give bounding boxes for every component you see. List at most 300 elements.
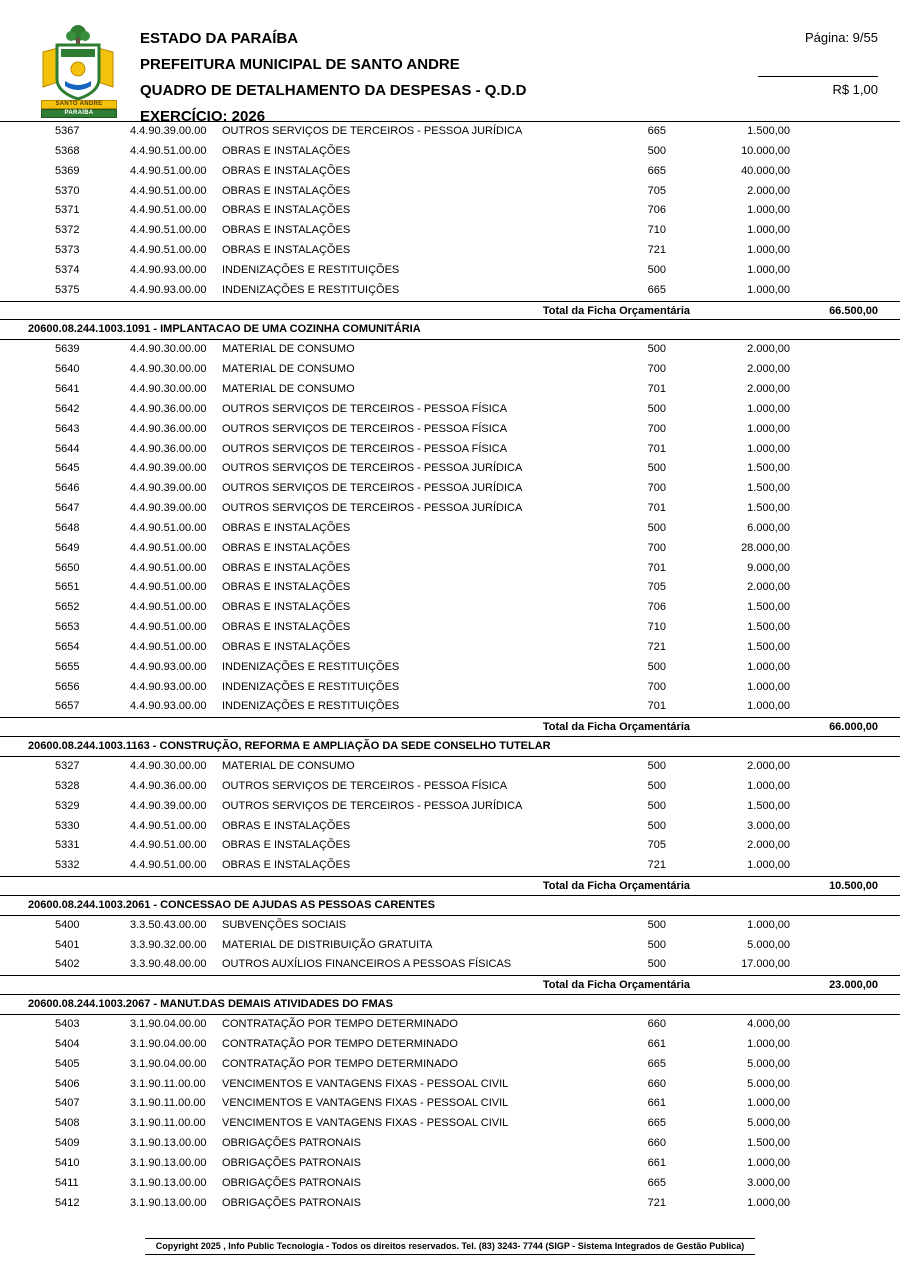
row-expense-classification: 3.1.90.13.00.00 (130, 1176, 207, 1189)
table-row (0, 1194, 900, 1214)
row-resource-source: 706 (647, 204, 666, 217)
row-expense-classification: 4.4.90.39.00.00 (130, 482, 207, 495)
row-value: 1.000,00 (747, 263, 790, 276)
row-value: 3.000,00 (747, 1176, 790, 1189)
row-value: 28.000,00 (741, 541, 790, 554)
row-total-spacer (790, 1055, 878, 1075)
row-ficha-code: 5373 (55, 244, 80, 257)
row-ficha-code: 5370 (55, 184, 80, 197)
row-ficha-code: 5327 (55, 760, 80, 772)
row-value: 1.000,00 (747, 1097, 790, 1110)
row-ficha-code: 5648 (55, 521, 80, 534)
row-expense-description: OUTROS SERVIÇOS DE TERCEIROS - PESSOA JURÍDICA (222, 502, 523, 515)
row-expense-description: OUTROS SERVIÇOS DE TERCEIROS - PESSOA JURÍDICA (222, 462, 523, 475)
row-total-spacer (790, 658, 878, 678)
row-expense-classification: 4.4.90.93.00.00 (130, 700, 207, 713)
row-value: 1.000,00 (747, 1196, 790, 1209)
row-resource-source: 500 (647, 918, 666, 931)
row-expense-description: OUTROS SERVIÇOS DE TERCEIROS - PESSOA FÍSICA (222, 402, 508, 415)
row-value: 1.500,00 (747, 799, 790, 812)
row-total-spacer (790, 916, 878, 936)
row-expense-classification: 4.4.90.51.00.00 (130, 164, 207, 177)
row-resource-source: 660 (647, 1137, 666, 1150)
table-row (0, 539, 900, 559)
row-resource-source: 710 (647, 224, 666, 237)
row-ficha-code: 5411 (55, 1176, 79, 1189)
row-ficha-code: 5649 (55, 541, 80, 554)
row-expense-classification: 4.4.90.51.00.00 (130, 601, 207, 614)
municipality-coat-of-arms-icon (38, 24, 120, 120)
section-total-value: 66.000,00 (829, 721, 878, 734)
section-heading: 20600.08.244.1003.2067 - MANUT.DAS DEMAIS ATIVIDADES DO FMAS (0, 995, 900, 1015)
row-value: 1.000,00 (747, 402, 790, 415)
row-resource-source: 500 (647, 958, 666, 971)
row-expense-description: MATERIAL DE CONSUMO (222, 760, 355, 772)
row-expense-classification: 4.4.90.36.00.00 (130, 779, 207, 792)
row-expense-description: OBRAS E INSTALAÇÕES (222, 224, 351, 237)
row-expense-description: OBRIGAÇÕES PATRONAIS (222, 1176, 361, 1189)
row-resource-source: 701 (647, 442, 666, 455)
row-ficha-code: 5647 (55, 502, 80, 515)
row-resource-source: 665 (647, 1057, 666, 1070)
row-expense-description: OBRAS E INSTALAÇÕES (222, 541, 351, 554)
row-resource-source: 665 (647, 164, 666, 177)
row-ficha-code: 5651 (55, 581, 80, 594)
table-row (0, 499, 900, 519)
row-ficha-code: 5644 (55, 442, 80, 455)
row-value: 1.000,00 (747, 859, 790, 872)
row-value: 1.000,00 (747, 204, 790, 217)
row-expense-description: VENCIMENTOS E VANTAGENS FIXAS - PESSOAL CIVIL (222, 1097, 509, 1110)
municipality-name: PREFEITURA MUNICIPAL DE SANTO ANDRE (140, 56, 460, 73)
row-value: 5.000,00 (747, 1077, 790, 1090)
row-total-spacer (790, 539, 878, 559)
row-expense-description: MATERIAL DE DISTRIBUIÇÃO GRATUITA (222, 938, 433, 951)
table-row (0, 955, 900, 975)
row-expense-classification: 3.3.90.32.00.00 (130, 938, 207, 951)
row-expense-classification: 4.4.90.51.00.00 (130, 244, 207, 257)
row-total-spacer (790, 777, 878, 797)
row-resource-source: 661 (647, 1156, 666, 1169)
row-expense-classification: 4.4.90.51.00.00 (130, 144, 207, 157)
row-ficha-code: 5368 (55, 144, 80, 157)
table-row (0, 122, 900, 142)
row-value: 2.000,00 (747, 839, 790, 852)
row-expense-classification: 4.4.90.51.00.00 (130, 621, 207, 634)
currency-unit: R$ 1,00 (832, 82, 878, 97)
section-heading: 20600.08.244.1003.1091 - IMPLANTACAO DE UMA COZINHA COMUNITÁRIA (0, 320, 900, 340)
row-expense-description: OBRAS E INSTALAÇÕES (222, 561, 351, 574)
row-ficha-code: 5401 (55, 938, 80, 951)
row-ficha-code: 5400 (55, 918, 80, 931)
row-expense-classification: 4.4.90.36.00.00 (130, 422, 207, 435)
row-expense-classification: 4.4.90.51.00.00 (130, 581, 207, 594)
row-expense-classification: 3.3.50.43.00.00 (130, 918, 207, 931)
row-total-spacer (790, 697, 878, 717)
row-expense-classification: 4.4.90.93.00.00 (130, 680, 207, 693)
row-expense-classification: 3.1.90.04.00.00 (130, 1017, 207, 1030)
header-title-block (140, 26, 526, 130)
row-value: 1.500,00 (747, 462, 790, 475)
row-resource-source: 500 (647, 938, 666, 951)
row-total-spacer (790, 340, 878, 360)
row-total-spacer (790, 122, 878, 142)
row-value: 1.000,00 (747, 224, 790, 237)
section-total-value: 66.500,00 (829, 304, 878, 317)
exercise-year: EXERCÍCIO: 2026 (140, 108, 266, 125)
row-expense-description: OUTROS SERVIÇOS DE TERCEIROS - PESSOA FÍSICA (222, 442, 508, 455)
row-resource-source: 665 (647, 1117, 666, 1130)
section-total-row (0, 717, 900, 737)
row-total-spacer (790, 440, 878, 460)
copyright-text: Copyright 2025 , Info Public Tecnologia - Todos os direitos reservados. Tel. (83) 3243- 7744 (SIGP - Sistema Integrados de Gestão Publica) (155, 1241, 745, 1251)
row-resource-source: 665 (647, 283, 666, 296)
table-row (0, 638, 900, 658)
row-expense-classification: 4.4.90.36.00.00 (130, 402, 207, 415)
row-resource-source: 500 (647, 760, 666, 772)
row-expense-classification: 4.4.90.93.00.00 (130, 660, 207, 673)
row-value: 6.000,00 (747, 521, 790, 534)
table-row (0, 360, 900, 380)
row-expense-classification: 4.4.90.30.00.00 (130, 760, 207, 772)
row-expense-classification: 4.4.90.39.00.00 (130, 125, 207, 137)
section-total-row (0, 876, 900, 896)
table-row (0, 459, 900, 479)
row-expense-description: CONTRATAÇÃO POR TEMPO DETERMINADO (222, 1017, 458, 1030)
row-resource-source: 661 (647, 1097, 666, 1110)
row-resource-source: 721 (647, 1196, 666, 1209)
table-row (0, 420, 900, 440)
row-total-spacer (790, 221, 878, 241)
row-value: 1.500,00 (747, 125, 790, 137)
row-total-spacer (790, 955, 878, 975)
row-value: 1.000,00 (747, 660, 790, 673)
logo-city-banner: SANTO ANDRE (41, 100, 117, 109)
row-total-spacer (790, 162, 878, 182)
row-value: 1.000,00 (747, 1156, 790, 1169)
table-row (0, 241, 900, 261)
row-total-spacer (790, 519, 878, 539)
row-expense-description: OUTROS SERVIÇOS DE TERCEIROS - PESSOA JURÍDICA (222, 482, 523, 495)
row-value: 1.500,00 (747, 640, 790, 653)
row-ficha-code: 5404 (55, 1037, 80, 1050)
row-value: 2.000,00 (747, 184, 790, 197)
row-total-spacer (790, 1035, 878, 1055)
row-total-spacer (790, 817, 878, 837)
row-total-spacer (790, 1154, 878, 1174)
row-resource-source: 705 (647, 581, 666, 594)
table-row (0, 598, 900, 618)
row-resource-source: 721 (647, 859, 666, 872)
section-total-label: Total da Ficha Orçamentária (542, 979, 690, 992)
state-name: ESTADO DA PARAÍBA (140, 30, 299, 47)
row-resource-source: 660 (647, 1077, 666, 1090)
row-resource-source: 700 (647, 363, 666, 376)
row-expense-description: VENCIMENTOS E VANTAGENS FIXAS - PESSOAL CIVIL (222, 1077, 509, 1090)
row-ficha-code: 5646 (55, 482, 80, 495)
row-total-spacer (790, 836, 878, 856)
table-row (0, 817, 900, 837)
row-ficha-code: 5639 (55, 343, 80, 356)
table-row (0, 182, 900, 202)
row-ficha-code: 5372 (55, 224, 80, 237)
row-expense-classification: 4.4.90.51.00.00 (130, 640, 207, 653)
section-total-value: 23.000,00 (829, 979, 878, 992)
row-total-spacer (790, 1075, 878, 1095)
row-resource-source: 661 (647, 1037, 666, 1050)
row-expense-description: OBRAS E INSTALAÇÕES (222, 144, 351, 157)
table-row (0, 400, 900, 420)
row-resource-source: 721 (647, 640, 666, 653)
row-resource-source: 665 (647, 1176, 666, 1189)
table-row (0, 380, 900, 400)
row-expense-description: OUTROS SERVIÇOS DE TERCEIROS - PESSOA JURÍDICA (222, 125, 523, 137)
row-value: 1.000,00 (747, 700, 790, 713)
row-expense-description: MATERIAL DE CONSUMO (222, 363, 355, 376)
row-ficha-code: 5374 (55, 263, 80, 276)
row-total-spacer (790, 281, 878, 301)
row-ficha-code: 5328 (55, 779, 80, 792)
row-expense-classification: 3.1.90.11.00.00 (130, 1117, 206, 1130)
page-indicator: Página: 9/55 (804, 30, 878, 45)
row-ficha-code: 5640 (55, 363, 80, 376)
table-row (0, 1094, 900, 1114)
table-row (0, 856, 900, 876)
row-expense-classification: 4.4.90.51.00.00 (130, 224, 207, 237)
table-row (0, 142, 900, 162)
row-value: 1.500,00 (747, 601, 790, 614)
table-row (0, 578, 900, 598)
row-total-spacer (790, 380, 878, 400)
row-resource-source: 710 (647, 621, 666, 634)
row-total-spacer (790, 360, 878, 380)
row-expense-classification: 3.1.90.04.00.00 (130, 1037, 207, 1050)
row-value: 2.000,00 (747, 363, 790, 376)
row-expense-classification: 4.4.90.39.00.00 (130, 502, 207, 515)
row-expense-description: INDENIZAÇÕES E RESTITUIÇÕES (222, 263, 400, 276)
row-expense-classification: 3.1.90.11.00.00 (130, 1077, 206, 1090)
row-expense-description: OBRAS E INSTALAÇÕES (222, 640, 351, 653)
row-expense-description: OUTROS SERVIÇOS DE TERCEIROS - PESSOA FÍSICA (222, 779, 508, 792)
row-expense-description: OBRAS E INSTALAÇÕES (222, 521, 351, 534)
row-total-spacer (790, 678, 878, 698)
section-total-label: Total da Ficha Orçamentária (542, 880, 690, 893)
row-total-spacer (790, 1134, 878, 1154)
budget-table (0, 122, 900, 1213)
table-row (0, 658, 900, 678)
row-total-spacer (790, 459, 878, 479)
row-ficha-code: 5331 (55, 839, 80, 852)
row-value: 9.000,00 (747, 561, 790, 574)
row-resource-source: 660 (647, 1017, 666, 1030)
row-expense-classification: 4.4.90.51.00.00 (130, 541, 207, 554)
row-total-spacer (790, 201, 878, 221)
row-resource-source: 500 (647, 779, 666, 792)
row-ficha-code: 5412 (55, 1196, 80, 1209)
row-ficha-code: 5329 (55, 799, 80, 812)
row-expense-classification: 3.1.90.13.00.00 (130, 1156, 207, 1169)
row-ficha-code: 5406 (55, 1077, 80, 1090)
row-resource-source: 500 (647, 402, 666, 415)
row-ficha-code: 5642 (55, 402, 80, 415)
row-ficha-code: 5410 (55, 1156, 80, 1169)
section-total-row (0, 975, 900, 995)
row-expense-description: OBRAS E INSTALAÇÕES (222, 859, 351, 872)
row-value: 1.000,00 (747, 442, 790, 455)
table-row (0, 936, 900, 956)
row-expense-classification: 4.4.90.39.00.00 (130, 799, 207, 812)
row-ficha-code: 5371 (55, 204, 80, 217)
row-resource-source: 700 (647, 680, 666, 693)
table-row (0, 797, 900, 817)
row-total-spacer (790, 797, 878, 817)
table-row (0, 261, 900, 281)
row-expense-description: INDENIZAÇÕES E RESTITUIÇÕES (222, 680, 400, 693)
row-expense-description: OBRAS E INSTALAÇÕES (222, 839, 351, 852)
row-total-spacer (790, 479, 878, 499)
row-value: 3.000,00 (747, 819, 790, 832)
row-expense-classification: 3.1.90.04.00.00 (130, 1057, 207, 1070)
row-ficha-code: 5405 (55, 1057, 80, 1070)
row-value: 1.000,00 (747, 918, 790, 931)
row-value: 5.000,00 (747, 938, 790, 951)
table-row (0, 1055, 900, 1075)
row-ficha-code: 5645 (55, 462, 80, 475)
table-row (0, 440, 900, 460)
row-value: 1.500,00 (747, 502, 790, 515)
row-expense-classification: 3.1.90.13.00.00 (130, 1137, 207, 1150)
row-expense-description: OUTROS SERVIÇOS DE TERCEIROS - PESSOA FÍSICA (222, 422, 508, 435)
section-total-row (0, 301, 900, 321)
row-total-spacer (790, 499, 878, 519)
table-row (0, 697, 900, 717)
section-heading: 20600.08.244.1003.2061 - CONCESSAO DE AJUDAS AS PESSOAS CARENTES (0, 896, 900, 916)
row-expense-description: INDENIZAÇÕES E RESTITUIÇÕES (222, 660, 400, 673)
table-row (0, 678, 900, 698)
section-total-label: Total da Ficha Orçamentária (542, 721, 690, 734)
row-ficha-code: 5369 (55, 164, 80, 177)
row-value: 1.000,00 (747, 1037, 790, 1050)
row-ficha-code: 5643 (55, 422, 80, 435)
row-expense-description: INDENIZAÇÕES E RESTITUIÇÕES (222, 700, 400, 713)
row-expense-classification: 4.4.90.51.00.00 (130, 184, 207, 197)
row-ficha-code: 5650 (55, 561, 80, 574)
row-expense-classification: 4.4.90.39.00.00 (130, 462, 207, 475)
table-row (0, 281, 900, 301)
report-footer (145, 1238, 755, 1255)
row-ficha-code: 5403 (55, 1017, 80, 1030)
row-value: 2.000,00 (747, 382, 790, 395)
row-total-spacer (790, 400, 878, 420)
report-title: QUADRO DE DETALHAMENTO DA DESPESAS - Q.D.D (140, 82, 527, 99)
row-ficha-code: 5408 (55, 1117, 80, 1130)
table-row (0, 1035, 900, 1055)
row-expense-description: INDENIZAÇÕES E RESTITUIÇÕES (222, 283, 400, 296)
row-ficha-code: 5402 (55, 958, 80, 971)
row-expense-classification: 4.4.90.51.00.00 (130, 561, 207, 574)
row-ficha-code: 5653 (55, 621, 80, 634)
row-resource-source: 500 (647, 660, 666, 673)
row-total-spacer (790, 856, 878, 876)
table-row (0, 221, 900, 241)
row-resource-source: 700 (647, 422, 666, 435)
row-value: 1.000,00 (747, 422, 790, 435)
row-total-spacer (790, 1094, 878, 1114)
row-value: 4.000,00 (747, 1017, 790, 1030)
row-expense-classification: 4.4.90.30.00.00 (130, 343, 207, 356)
row-expense-classification: 4.4.90.51.00.00 (130, 859, 207, 872)
row-expense-description: MATERIAL DE CONSUMO (222, 343, 355, 356)
row-expense-description: OBRAS E INSTALAÇÕES (222, 184, 351, 197)
row-expense-description: OUTROS SERVIÇOS DE TERCEIROS - PESSOA JURÍDICA (222, 799, 523, 812)
row-ficha-code: 5375 (55, 283, 80, 296)
row-ficha-code: 5655 (55, 660, 80, 673)
row-value: 1.500,00 (747, 482, 790, 495)
row-total-spacer (790, 1174, 878, 1194)
row-resource-source: 705 (647, 184, 666, 197)
row-resource-source: 706 (647, 601, 666, 614)
row-expense-description: CONTRATAÇÃO POR TEMPO DETERMINADO (222, 1037, 458, 1050)
table-row (0, 1075, 900, 1095)
row-value: 2.000,00 (747, 581, 790, 594)
row-total-spacer (790, 559, 878, 579)
table-row (0, 916, 900, 936)
row-value: 1.000,00 (747, 680, 790, 693)
row-expense-classification: 4.4.90.51.00.00 (130, 839, 207, 852)
row-expense-description: OBRAS E INSTALAÇÕES (222, 204, 351, 217)
table-row (0, 1114, 900, 1134)
row-resource-source: 500 (647, 799, 666, 812)
row-ficha-code: 5367 (55, 125, 80, 137)
logo-state-banner: PARAÍBA (41, 109, 117, 118)
row-resource-source: 700 (647, 541, 666, 554)
table-row (0, 1015, 900, 1035)
table-row (0, 618, 900, 638)
row-total-spacer (790, 638, 878, 658)
row-total-spacer (790, 142, 878, 162)
row-value: 1.000,00 (747, 244, 790, 257)
row-value: 40.000,00 (741, 164, 790, 177)
row-expense-classification: 3.1.90.13.00.00 (130, 1196, 207, 1209)
table-row (0, 201, 900, 221)
row-value: 1.500,00 (747, 621, 790, 634)
row-total-spacer (790, 598, 878, 618)
table-row (0, 519, 900, 539)
row-total-spacer (790, 1015, 878, 1035)
table-row (0, 1154, 900, 1174)
row-value: 5.000,00 (747, 1117, 790, 1130)
row-expense-description: OBRAS E INSTALAÇÕES (222, 244, 351, 257)
row-resource-source: 500 (647, 263, 666, 276)
row-expense-description: OBRAS E INSTALAÇÕES (222, 621, 351, 634)
row-value: 1.000,00 (747, 283, 790, 296)
row-total-spacer (790, 578, 878, 598)
row-expense-description: VENCIMENTOS E VANTAGENS FIXAS - PESSOAL CIVIL (222, 1117, 509, 1130)
table-row (0, 757, 900, 777)
row-ficha-code: 5641 (55, 382, 80, 395)
row-value: 1.000,00 (747, 779, 790, 792)
section-total-label: Total da Ficha Orçamentária (542, 304, 690, 317)
row-total-spacer (790, 1194, 878, 1214)
row-value: 5.000,00 (747, 1057, 790, 1070)
row-expense-classification: 3.3.90.48.00.00 (130, 958, 207, 971)
row-resource-source: 665 (647, 125, 666, 137)
row-expense-classification: 4.4.90.51.00.00 (130, 521, 207, 534)
row-ficha-code: 5654 (55, 640, 80, 653)
row-expense-description: OBRAS E INSTALAÇÕES (222, 601, 351, 614)
row-total-spacer (790, 936, 878, 956)
row-expense-classification: 4.4.90.30.00.00 (130, 363, 207, 376)
